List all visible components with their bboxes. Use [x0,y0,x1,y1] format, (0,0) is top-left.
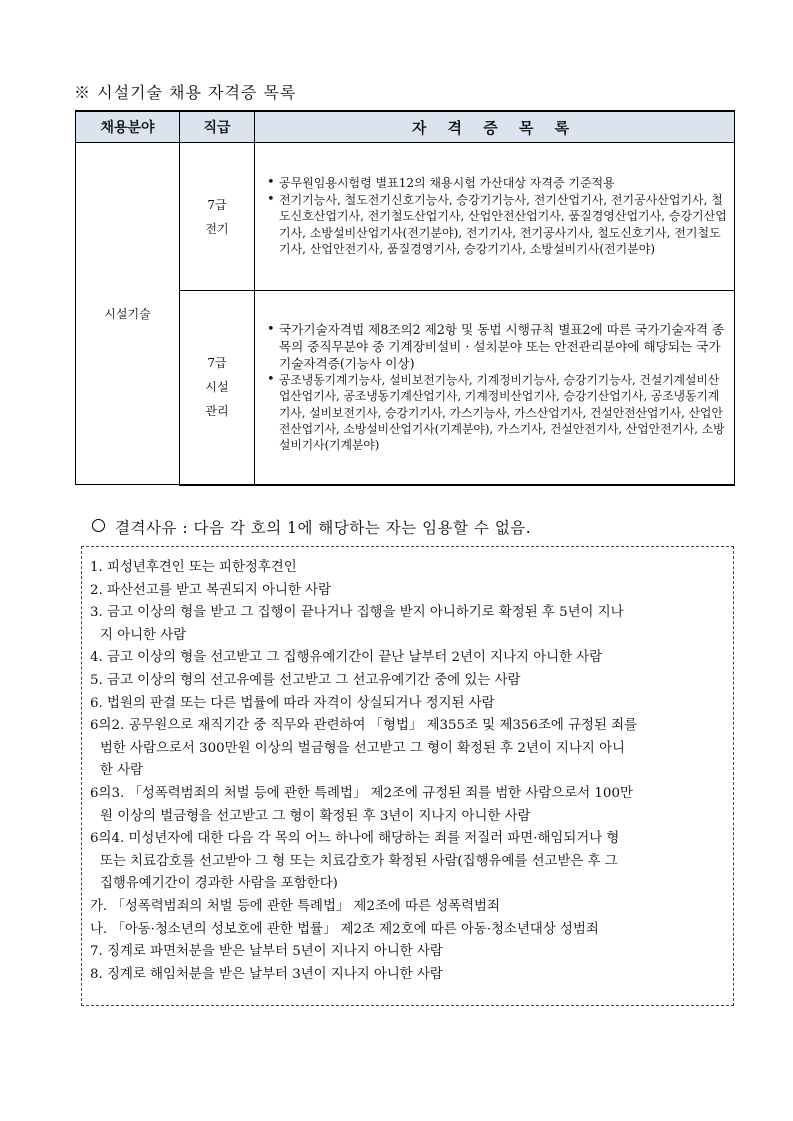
list-item [90,670,727,693]
list-item: • 공무원임용시험령 별표12의 채용시험 가산대상 자격증 기준적용 [263,175,728,192]
list-item-continuation: 원 이상의 벌금형을 선고받고 그 형이 확정된 후 3년이 지나지 아니한 사람 [100,808,531,824]
certificate-list-facility [255,291,735,485]
reference-mark: ※ [74,83,92,102]
table-row [76,143,735,291]
grade-line: 관리 [205,404,229,419]
disqualification-heading [92,516,531,538]
list-item: • 국가기술자격법 제8조의2 제2항 및 동법 시행규칙 별표2에 따른 국가기술자격 종목의 중직무분야 중 기계장비설비 · 설치분야 또는 안전관리분야에 해당되는 국가기술자격증(기능사 이상) [263,321,728,372]
certificate-list-electric [255,143,735,291]
list-item-line: 나. 「아동·청소년의 성보호에 관한 법률」 제2조 제2호에 따른 아동·청소년대상 성범죄 [90,921,599,937]
header-field: 채용분야 [76,111,180,143]
list-item [90,828,727,896]
list-item-line: 6의4. 미성년자에 대한 다음 각 목의 어느 하나에 해당하는 죄를 저질러 파면·해임되거나 형 [90,831,620,847]
header-grade: 직급 [180,111,255,143]
list-item-line: 2. 파산선고를 받고 복권되지 아니한 사람 [90,582,332,598]
list-item-line: 6. 법원의 판결 또는 다른 법률에 따라 자격이 상실되거나 정지된 사람 [90,695,495,711]
list-item-continuation: 범한 사람으로서 300만원 이상의 벌금형을 선고받고 그 형이 확정된 후 2년이 지나지 아니 [100,740,625,756]
list-item [90,896,727,919]
list-item [90,580,727,603]
list-item [90,964,727,987]
list-item-line: 3. 금고 이상의 형을 받고 그 집행이 끝나거나 집행을 받지 아니하기로 확정된 후 5년이 지나 [90,605,624,621]
list-item [90,919,727,942]
circle-bullet-icon [92,519,105,532]
list-item [90,715,727,783]
field-cell: 시설기술 [76,143,180,485]
list-item [90,941,727,964]
list-item-continuation: 또는 치료감호를 선고받아 그 형 또는 치료감호가 확정된 사람(집행유예를 선고받은 후 그 [100,853,618,869]
list-item [90,602,727,647]
list-item-continuation: 집행유예기간이 경과한 사람을 포함한다) [100,876,338,892]
list-item-continuation: 한 사람 [100,763,144,779]
list-item-line: 8. 징계로 해임처분을 받은 날부터 3년이 지나지 아니한 사람 [90,966,443,982]
header-certificates: 자 격 증 목 록 [255,111,735,143]
grade-line: 7급 [207,197,227,212]
grade-cell-facility [180,291,255,485]
section-title-text: 시설기술 채용 자격증 목록 [97,83,297,102]
list-item-continuation: 지 아니한 사람 [100,627,187,643]
list-item-line: 1. 피성년후견인 또는 피한정후견인 [90,560,297,575]
grade-line: 7급 [207,356,227,371]
grade-cell-electric [180,143,255,291]
list-item: • 전기기능사, 철도전기신호기능사, 승강기기능사, 전기산업기사, 전기공사산업기사, 철도신호산업기사, 전기철도산업기사, 산업안전산업기사, 품질경영산업기사, 승강기산업기사, 소방설비산업기사(전기분야), 전기기사, 전기공사기사, 철도신호기사, 전기철도기사, 산업안전기사, 품질경영기사, 승강기기사, 소방설비기사(전기분야) [263,192,728,258]
certificate-table [75,110,735,486]
grade-line: 전기 [205,221,229,236]
list-item-line: 가. 「성폭력범죄의 처벌 등에 관한 특례법」 제2조에 따른 성폭력범죄 [90,898,500,914]
section-title [74,80,296,103]
list-item-line: 6의2. 공무원으로 재직기간 중 직무와 관련하여 「형법」 제355조 및 제356조에 규정된 죄를 [90,718,638,734]
list-item [90,647,727,670]
disqualification-box [81,546,734,1006]
list-item: • 공조냉동기계기능사, 설비보전기능사, 기계정비기능사, 승강기기능사, 건설기계설비산업산업기사, 공조냉동기계산업기사, 기계정비산업기사, 승강기산업기사, 공조냉동기계기사, 설비보전기사, 승강기기사, 가스기능사, 가스산업기사, 건설안전산업기사, 산업안전산업기사, 소방설비산업기사(기계분야), 가스기사, 건설안전기사, 산업안전기사, 소방설비기사(기계분야) [263,372,728,453]
list-item [90,693,727,716]
list-item [90,557,727,580]
disqualification-title: 결격사유 : 다음 각 호의 1에 해당하는 자는 임용할 수 없음. [115,519,532,537]
list-item-line: 4. 금고 이상의 형을 선고받고 그 집행유예기간이 끝난 날부터 2년이 지나지 아니한 사람 [90,650,603,666]
list-item-line: 6의3. 「성폭력범죄의 처벌 등에 관한 특례법」 제2조에 규정된 죄를 범한 사람으로서 100만 [90,785,633,801]
list-item-line: 7. 징계로 파면처분을 받은 날부터 5년이 지나지 아니한 사람 [90,944,443,960]
table-header-row [76,111,735,143]
list-item-line: 5. 금고 이상의 형의 선고유예를 선고받고 그 선고유예기간 중에 있는 사람 [90,672,521,688]
grade-line: 시설 [205,380,229,395]
list-item [90,783,727,828]
